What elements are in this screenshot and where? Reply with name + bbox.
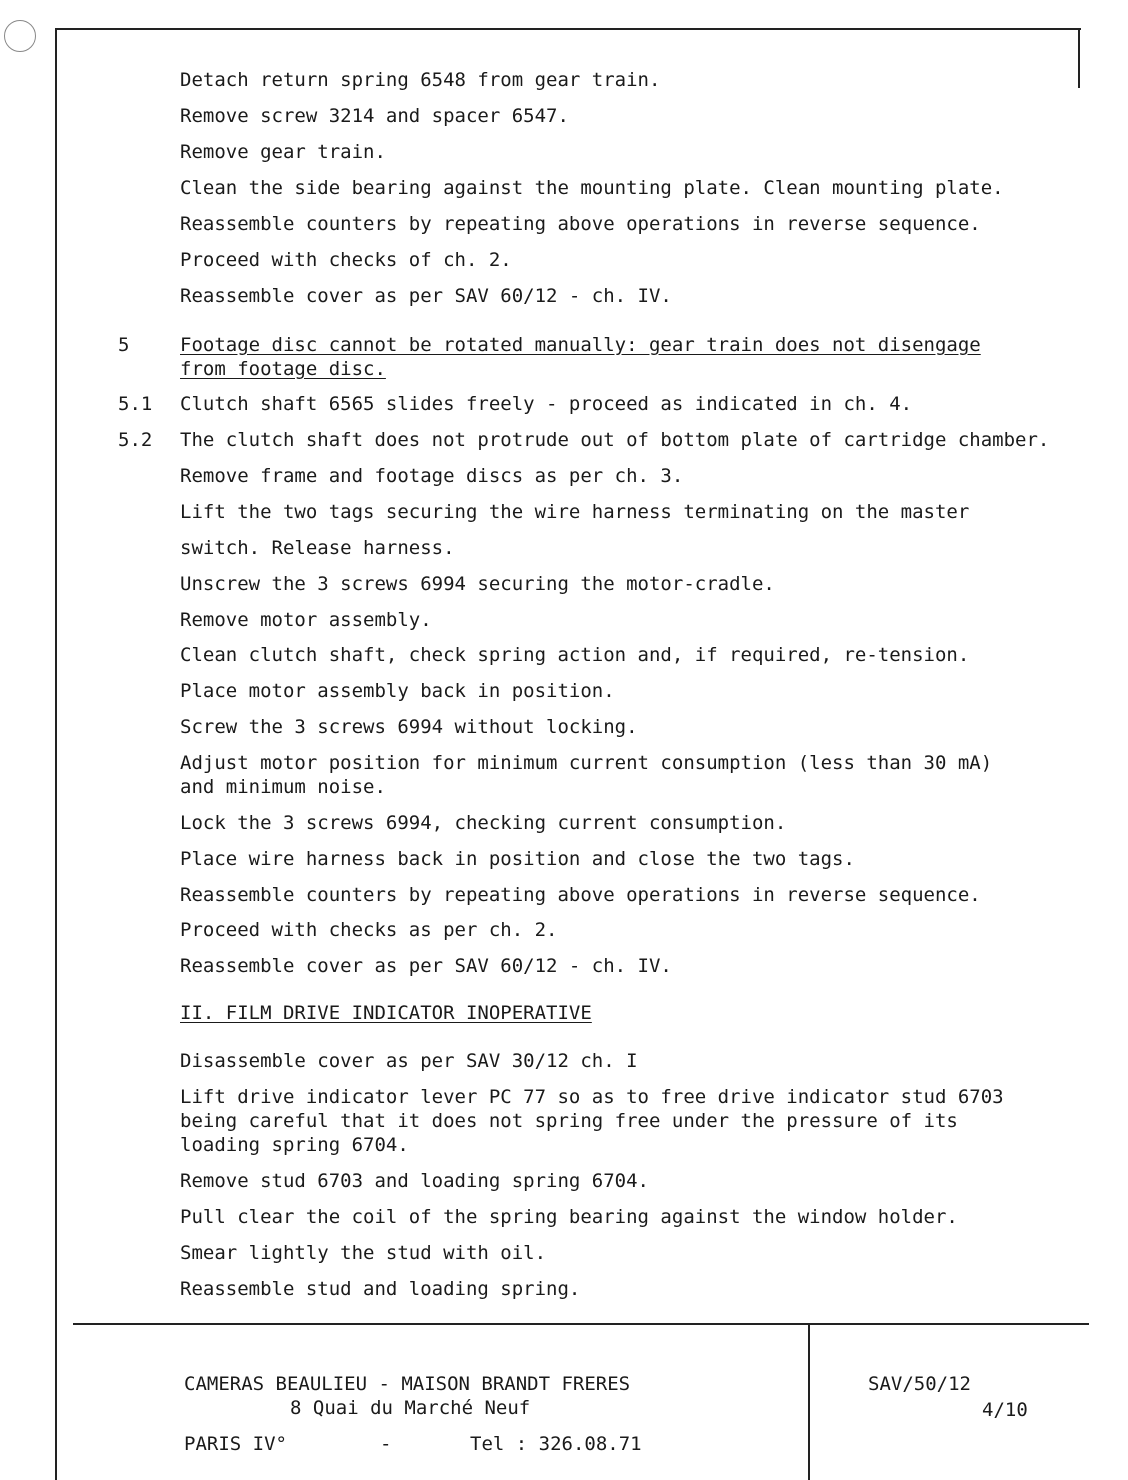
punch-hole-mark — [4, 20, 36, 52]
body-line: Clean clutch shaft, check spring action and, if required, re-tension. — [180, 644, 970, 666]
body-line: Lift the two tags securing the wire harness terminating on the master — [180, 501, 970, 523]
frame-right-rule — [1078, 28, 1080, 88]
body-line: Adjust motor position for minimum current consumption (less than 30 mA) — [180, 752, 993, 774]
footer-address: 8 Quai du Marché Neuf — [290, 1397, 531, 1419]
body-line: Remove frame and footage discs as per ch. 3. — [180, 465, 684, 487]
footer-telephone: Tel : 326.08.71 — [470, 1433, 642, 1455]
body-line: Reassemble stud and loading spring. — [180, 1278, 581, 1300]
body-line: Pull clear the coil of the spring bearing against the window holder. — [180, 1206, 958, 1228]
footer-company: CAMERAS BEAULIEU - MAISON BRANDT FRERES — [184, 1373, 631, 1395]
body-line: Lock the 3 screws 6994, checking current consumption. — [180, 812, 787, 834]
body-line: and minimum noise. — [180, 776, 386, 798]
body-line: Clutch shaft 6565 slides freely - proceed as indicated in ch. 4. — [180, 393, 913, 415]
body-line: Remove screw 3214 and spacer 6547. — [180, 105, 569, 127]
body-line: Proceed with checks of ch. 2. — [180, 249, 512, 271]
body-line: Unscrew the 3 screws 6994 securing the motor-cradle. — [180, 573, 775, 595]
body-line: Detach return spring 6548 from gear train. — [180, 69, 661, 91]
footer-top-rule — [73, 1323, 1089, 1325]
body-line: Reassemble counters by repeating above operations in reverse sequence. — [180, 884, 981, 906]
body-line: Remove motor assembly. — [180, 609, 432, 631]
body-line: Place wire harness back in position and close the two tags. — [180, 848, 855, 870]
body-line: Reassemble counters by repeating above operations in reverse sequence. — [180, 213, 981, 235]
section-number: 5 — [118, 334, 130, 356]
body-line: Place motor assembly back in position. — [180, 680, 615, 702]
body-line: Proceed with checks as per ch. 2. — [180, 919, 558, 941]
body-line: Screw the 3 screws 6994 without locking. — [180, 716, 638, 738]
body-line: Reassemble cover as per SAV 60/12 - ch. IV. — [180, 285, 672, 307]
body-line: Remove gear train. — [180, 141, 386, 163]
body-line: The clutch shaft does not protrude out of bottom plate of cartridge chamber. — [180, 429, 1050, 451]
body-line: Clean the side bearing against the mounting plate. Clean mounting plate. — [180, 177, 1004, 199]
body-line: Lift drive indicator lever PC 77 so as to free drive indicator stud 6703 — [180, 1086, 1004, 1108]
section-title: Footage disc cannot be rotated manually: gear train does not disengage — [180, 334, 981, 356]
frame-left-rule — [55, 28, 57, 1480]
section-number: 5.1 — [118, 393, 153, 415]
body-line: being careful that it does not spring free under the pressure of its — [180, 1110, 958, 1132]
footer-page-number: 4/10 — [982, 1399, 1028, 1421]
section-title: from footage disc. — [180, 358, 386, 380]
body-line: Smear lightly the stud with oil. — [180, 1242, 547, 1264]
body-line: switch. Release harness. — [180, 537, 455, 559]
section-heading: II. FILM DRIVE INDICATOR INOPERATIVE — [180, 1002, 592, 1024]
body-line: Disassemble cover as per SAV 30/12 ch. I — [180, 1050, 638, 1072]
footer-city: PARIS IV° — [184, 1433, 287, 1455]
body-line: Remove stud 6703 and loading spring 6704. — [180, 1170, 649, 1192]
body-line: loading spring 6704. — [180, 1134, 409, 1156]
footer-document-reference: SAV/50/12 — [868, 1373, 971, 1395]
body-line: Reassemble cover as per SAV 60/12 - ch. IV. — [180, 955, 672, 977]
footer-dash: - — [380, 1433, 392, 1455]
frame-top-rule — [55, 28, 1081, 30]
section-number: 5.2 — [118, 429, 153, 451]
footer-divider-rule — [808, 1325, 810, 1480]
